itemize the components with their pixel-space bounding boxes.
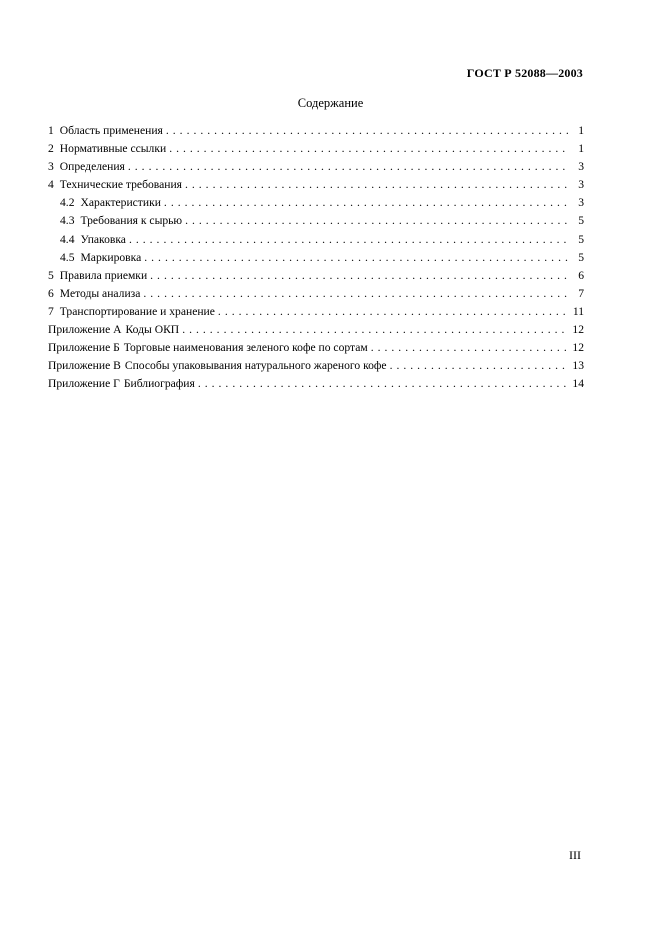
toc-entry-page: 13: [572, 359, 584, 373]
toc-entry[interactable]: [48, 357, 584, 375]
toc-entry-number: 4.5: [60, 250, 75, 264]
toc-entry-title: Транспортирование и хранение: [59, 304, 215, 318]
toc-entry-number: Приложение В: [48, 359, 121, 373]
toc-entry-page: 12: [572, 323, 584, 337]
toc-entry[interactable]: [48, 249, 584, 267]
toc-dot-leader: [182, 321, 568, 339]
toc-entry-page: 5: [578, 214, 584, 228]
toc-dot-leader: [185, 176, 568, 194]
toc-entry[interactable]: [48, 194, 584, 212]
toc-entry-title: Технические требования: [59, 178, 182, 192]
toc-entry[interactable]: [48, 140, 584, 158]
toc-entry-page: 14: [572, 377, 584, 391]
toc-entry[interactable]: [48, 176, 584, 194]
toc-entry-page: 6: [578, 268, 584, 282]
toc-entry-page: 3: [578, 160, 584, 174]
toc-entry-number: 4: [48, 178, 54, 192]
toc-entry-title: Нормативные ссылки: [59, 142, 167, 156]
toc-dot-leader: [143, 285, 568, 303]
toc-entry-title: Коды ОКП: [125, 323, 180, 337]
toc-entry-title: Торговые наименования зеленого кофе по сортам: [123, 341, 368, 355]
toc-entry-number: 4.2: [60, 196, 75, 210]
toc-entry-page: 5: [578, 232, 584, 246]
toc-dot-leader: [128, 158, 568, 176]
standard-code: ГОСТ Р 52088—2003: [466, 66, 583, 80]
toc-entry-number: Приложение Г: [48, 377, 120, 391]
toc-entry-title: Область применения: [59, 124, 163, 137]
table-of-contents: [48, 122, 584, 393]
toc-entry-page: 3: [578, 178, 584, 192]
toc-entry[interactable]: [48, 212, 584, 230]
toc-title: Содержание: [297, 96, 364, 110]
toc-entry[interactable]: [48, 339, 584, 357]
toc-entry-title: Требования к сырью: [80, 214, 183, 228]
toc-dot-leader: [185, 212, 568, 230]
toc-dot-leader: [164, 194, 568, 212]
toc-entry-title: Способы упаковывания натурального жареного кофе: [124, 359, 387, 373]
toc-dot-leader: [390, 357, 568, 375]
toc-dot-leader: [144, 249, 568, 267]
toc-entry-title: Определения: [59, 160, 125, 174]
toc-entry[interactable]: [48, 303, 584, 321]
toc-entry[interactable]: [48, 158, 584, 176]
toc-entry-number: 6: [48, 286, 54, 300]
toc-entry-number: 4.3: [60, 214, 75, 228]
toc-entry-number: 7: [48, 304, 54, 318]
toc-entry-page: 5: [578, 250, 584, 264]
toc-entry-number: 4.4: [60, 232, 75, 246]
toc-entry-number: 2: [48, 142, 54, 156]
toc-entry[interactable]: [48, 375, 584, 393]
toc-entry[interactable]: [48, 122, 584, 140]
toc-entry-page: 1: [578, 142, 584, 156]
toc-entry-page: 12: [572, 341, 584, 355]
toc-entry-title: Методы анализа: [59, 286, 141, 300]
toc-dot-leader: [166, 122, 568, 140]
toc-entry[interactable]: [48, 267, 584, 285]
toc-entry-title: Упаковка: [80, 232, 126, 246]
toc-dot-leader: [218, 303, 568, 321]
toc-entry-page: 3: [578, 196, 584, 210]
toc-entry-title: Библиография: [123, 377, 195, 391]
toc-dot-leader: [129, 231, 568, 249]
toc-dot-leader: [169, 140, 568, 158]
page-number: III: [569, 848, 581, 862]
toc-dot-leader: [150, 267, 568, 285]
toc-entry-number: 3: [48, 160, 54, 174]
toc-entry-page: 1: [578, 124, 584, 137]
toc-entry-number: Приложение Б: [48, 341, 120, 355]
toc-entry-page: 7: [578, 286, 584, 300]
toc-entry[interactable]: [48, 231, 584, 249]
toc-entry-title: Характеристики: [80, 196, 161, 210]
toc-entry-number: 1: [48, 124, 54, 137]
toc-entry-title: Маркировка: [80, 250, 142, 264]
toc-dot-leader: [371, 339, 568, 357]
toc-dot-leader: [198, 375, 568, 393]
toc-entry-number: 5: [48, 268, 54, 282]
toc-entry-title: Правила приемки: [59, 268, 148, 282]
toc-entry[interactable]: [48, 285, 584, 303]
toc-entry-number: Приложение А: [48, 323, 122, 337]
toc-entry-page: 11: [572, 304, 584, 318]
toc-entry[interactable]: [48, 321, 584, 339]
